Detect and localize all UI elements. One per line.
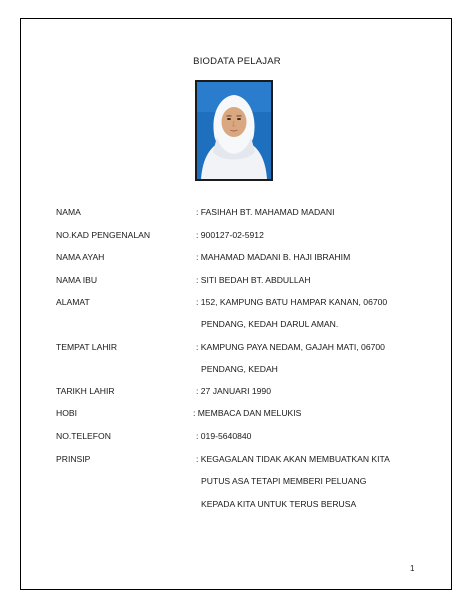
- field-label: NAMA IBU: [56, 275, 98, 285]
- field-value: : KAMPUNG PAYA NEDAM, GAJAH MATI, 06700: [196, 342, 385, 352]
- page-number: 1: [410, 564, 415, 573]
- field-row-alamat: [0, 295, 474, 309]
- field-label: NAMA: [56, 207, 81, 217]
- field-label: PRINSIP: [56, 454, 91, 464]
- field-label: NAMA AYAH: [56, 252, 105, 262]
- field-row-no-kad-pengenalan: [0, 228, 474, 242]
- field-value: : SITI BEDAH BT. ABDULLAH: [196, 275, 311, 285]
- field-label: TARIKH LAHIR: [56, 386, 115, 396]
- student-portrait-image: [197, 82, 271, 179]
- student-photo: [195, 80, 273, 181]
- field-row-tempat-lahir-continued: [0, 362, 474, 376]
- field-value: : 019-5640840: [196, 431, 252, 441]
- field-row-prinsip-continued-2: [0, 497, 474, 511]
- field-value: : 900127-02-5912: [196, 230, 264, 240]
- field-row-no-telefon: [0, 429, 474, 443]
- field-row-tempat-lahir: [0, 340, 474, 354]
- field-value-continued: PENDANG, KEDAH DARUL AMAN.: [201, 319, 339, 329]
- field-label: NO.TELEFON: [56, 431, 111, 441]
- field-value: : 152, KAMPUNG BATU HAMPAR KANAN, 06700: [196, 297, 388, 307]
- field-label: NO.KAD PENGENALAN: [56, 230, 151, 240]
- field-value-continued: PUTUS ASA TETAPI MEMBERI PELUANG: [201, 476, 367, 486]
- field-value: : FASIHAH BT. MAHAMAD MADANI: [196, 207, 335, 217]
- field-row-alamat-continued: [0, 317, 474, 331]
- field-value: : 27 JANUARI 1990: [196, 386, 271, 396]
- field-row-prinsip: [0, 452, 474, 466]
- field-value-continued: KEPADA KITA UNTUK TERUS BERUSA: [201, 499, 357, 509]
- field-row-nama: [0, 205, 474, 219]
- field-value: : KEGAGALAN TIDAK AKAN MEMBUATKAN KITA: [196, 454, 390, 464]
- field-value-continued: PENDANG, KEDAH: [201, 364, 278, 374]
- field-row-nama-ayah: [0, 250, 474, 264]
- field-row-prinsip-continued: [0, 474, 474, 488]
- field-label: TEMPAT LAHIR: [56, 342, 118, 352]
- field-row-nama-ibu: [0, 273, 474, 287]
- field-label: ALAMAT: [56, 297, 90, 307]
- field-value: : MEMBACA DAN MELUKIS: [193, 408, 302, 418]
- field-row-tarikh-lahir: [0, 384, 474, 398]
- document-title: BIODATA PELAJAR: [193, 56, 281, 67]
- field-row-hobi: [0, 406, 474, 420]
- field-label: HOBI: [56, 408, 78, 418]
- field-value: : MAHAMAD MADANI B. HAJI IBRAHIM: [196, 252, 351, 262]
